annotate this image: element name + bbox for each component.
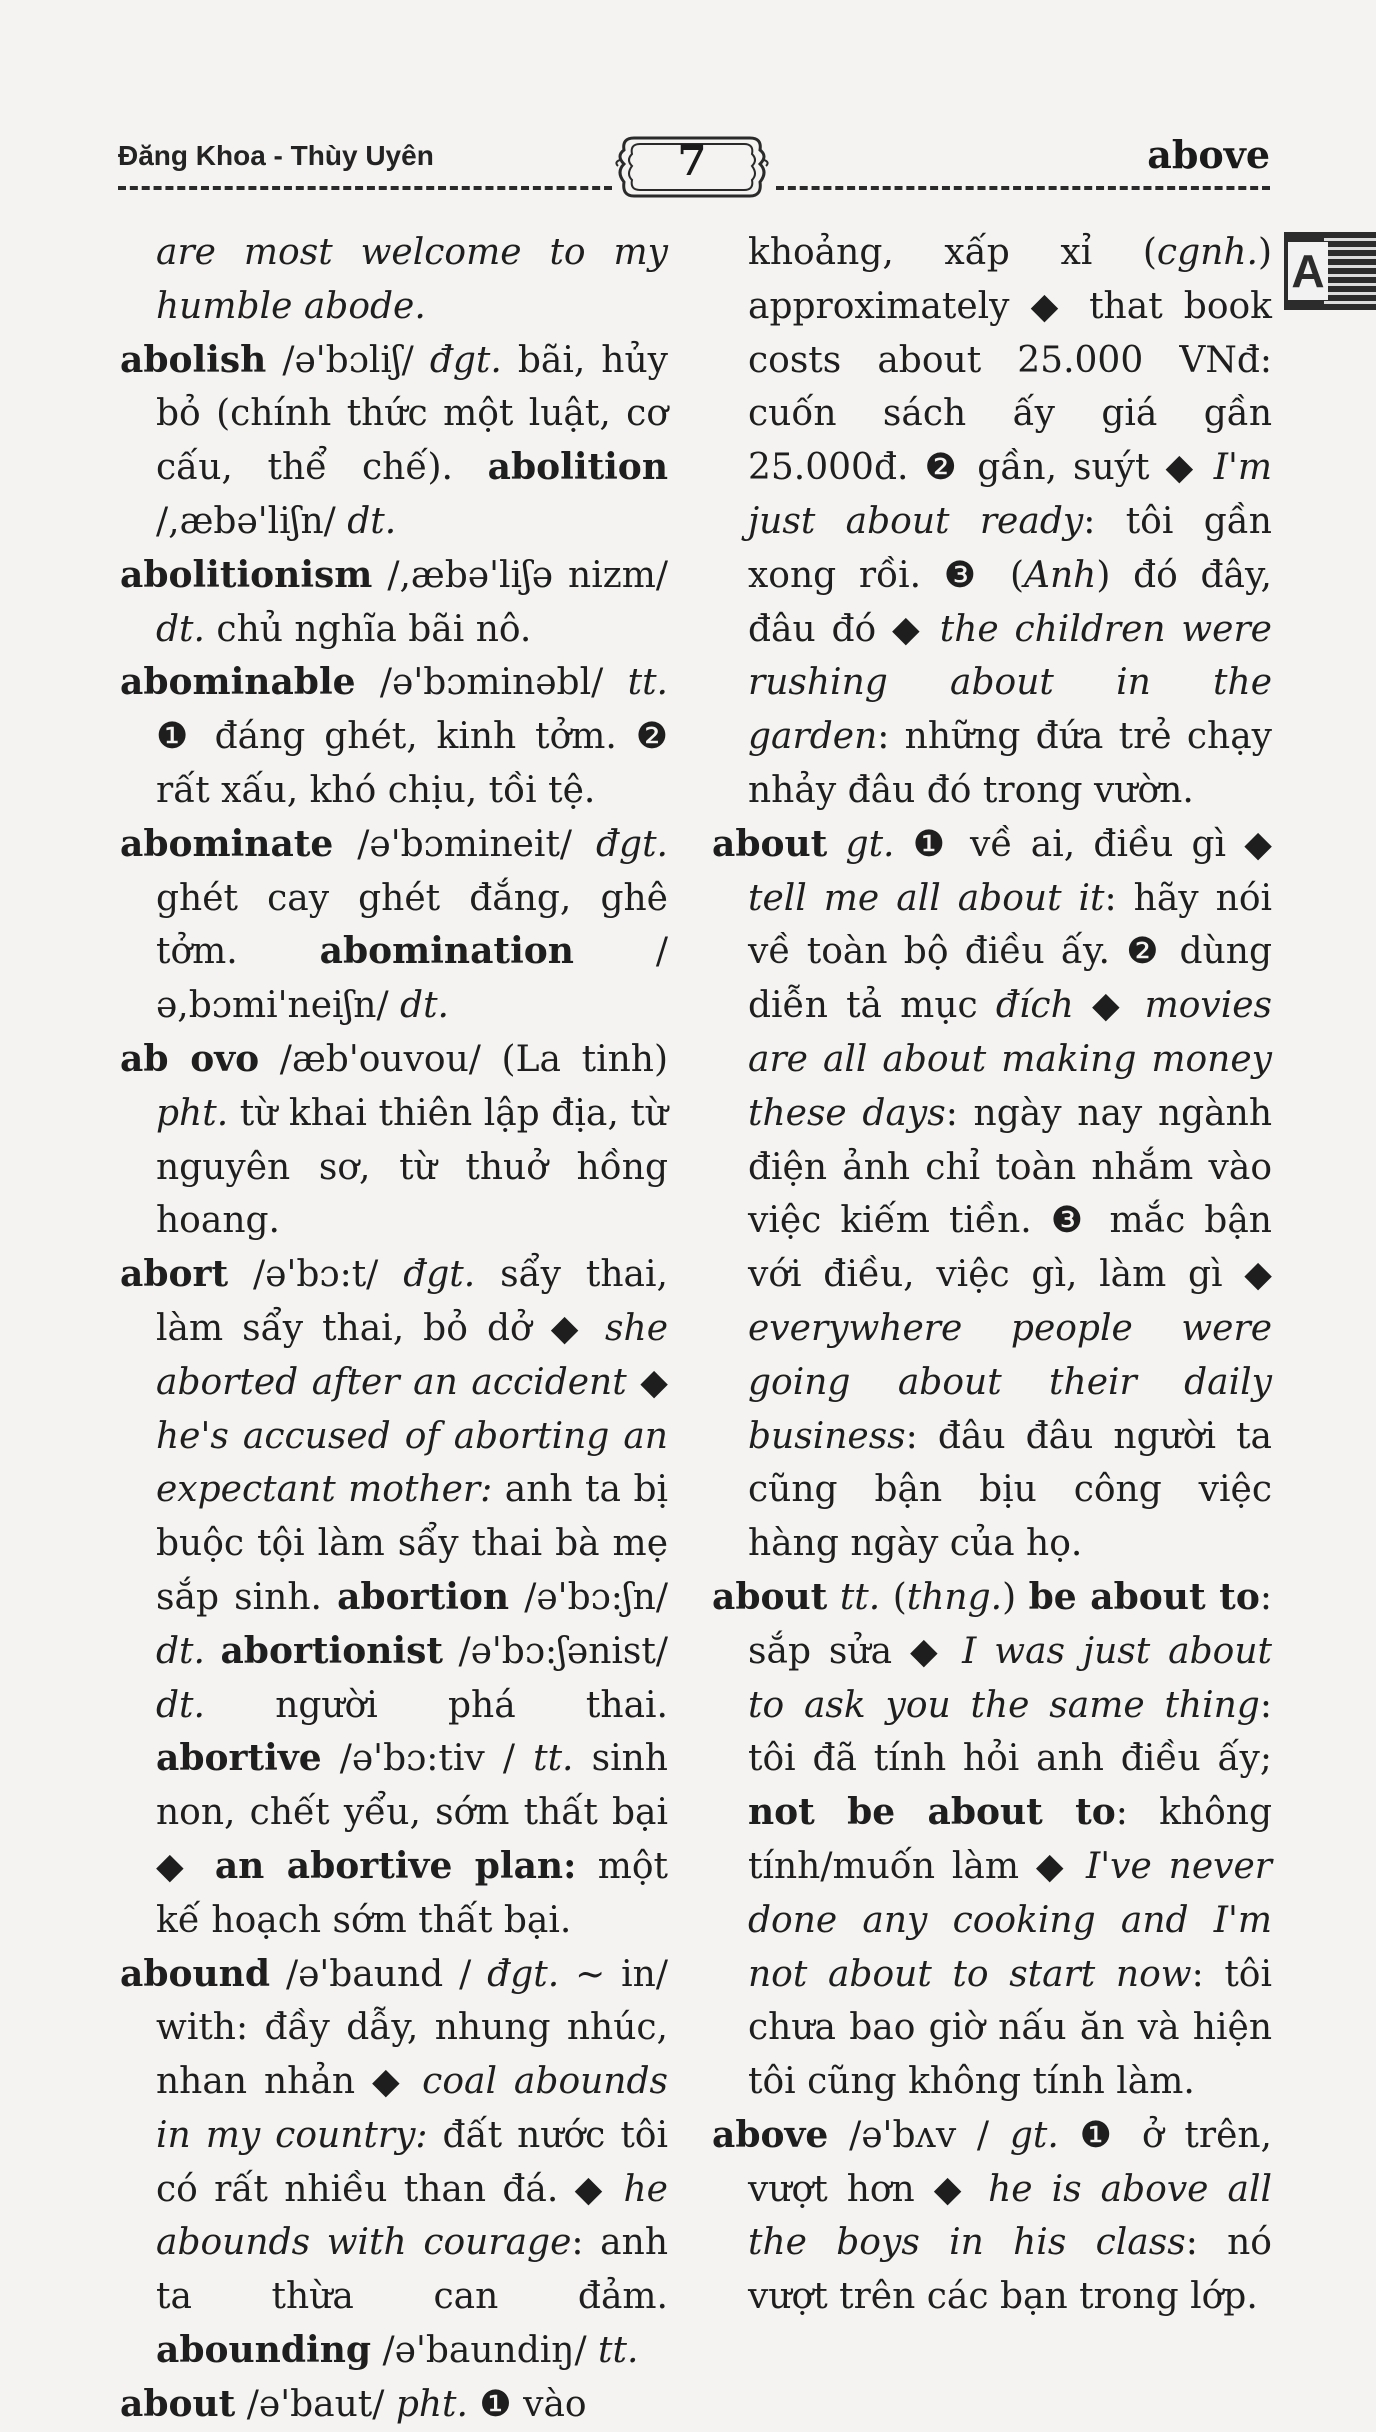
headword: abounding (156, 2329, 372, 2372)
headword: abolition (487, 446, 668, 489)
entry-abort (120, 1248, 668, 1947)
headword: abolitionism (120, 553, 373, 596)
definition-text: ~ in/ with: đầy dẫy, nhung nhúc, nhan nhản ◆ (156, 1953, 668, 2103)
example-text: đích (995, 985, 1074, 1027)
part-of-speech: đgt. (403, 1254, 476, 1296)
headword: about (120, 2382, 236, 2425)
entry-about-cont (712, 226, 1272, 818)
guide-word: above (1147, 132, 1270, 177)
headword: abortion (337, 1575, 510, 1618)
left-column (120, 226, 668, 2432)
example-text: she aborted after an accident (156, 1307, 668, 1403)
definition-text: ( (880, 1576, 907, 1618)
definition-text: : anh ta thừa can đảm. (156, 2222, 668, 2318)
header-rule-right (776, 186, 1270, 190)
headword: abortionist (220, 1629, 443, 1672)
definition-text: ghét cay ghét đắng, ghê tởm. (156, 877, 668, 973)
example-text: cgnh. (1156, 232, 1258, 273)
definition-text: : hãy nói về toàn bộ điều ấy. ❷ dùng diễn tả mục (748, 877, 1273, 1027)
part-of-speech: dt. (347, 500, 397, 542)
definition-text: bãi, hủy bỏ (chính thức một luật, cơ cấu, thể chế). (156, 339, 669, 489)
definition-text: : sắp sửa ◆ (748, 1576, 1272, 1672)
entry-abominate (120, 818, 668, 1033)
headword: abound (120, 1952, 271, 1995)
author-names: Đăng Khoa - Thùy Uyên (118, 140, 434, 171)
definition-text: ◆ (1073, 985, 1145, 1027)
page-number: 7 (677, 136, 707, 185)
definition-text: /ə'bɔ:ʃənist/ (443, 1630, 668, 1672)
example-text: everywhere people were going about their daily business (748, 1307, 1272, 1457)
headword: above (712, 2113, 829, 2156)
part-of-speech: gt. (845, 823, 895, 865)
definition-text: đất nước tôi có rất nhiều than đá. ◆ (156, 2114, 668, 2210)
definition-text: : ngày nay ngành điện ảnh chỉ toàn nhắm vào việc kiếm tiền. ❸ mắc bận với điều, việc gì, làm gì ◆ (748, 1092, 1273, 1296)
definition-text: ) đó đây, đâu đó ◆ (748, 554, 1272, 650)
part-of-speech: dt. (400, 985, 450, 1027)
definition-text: /ə'bɔmineit/ (333, 823, 596, 865)
entry-abominable (120, 656, 668, 817)
definition-text: /ə'bʌv / (828, 2114, 1010, 2156)
definition-text: /ə'bɔminəbl/ (355, 662, 628, 704)
definition-text: chủ nghĩa bãi nô. (204, 608, 532, 650)
part-of-speech: thng. (906, 1576, 1003, 1618)
headword: abortive (156, 1737, 322, 1780)
headword: abomination (319, 930, 574, 973)
definition-text: anh ta bị buộc tội làm sẩy thai bà mẹ sắp sinh. (156, 1469, 669, 1618)
definition-text (827, 1577, 840, 1618)
example-text: movies are all about making money these days (748, 985, 1273, 1134)
example-text: I'm just about ready (748, 447, 1272, 542)
definition-text: : những đứa trẻ chạy nhảy đâu đó trong vườn. (748, 716, 1272, 811)
definition-text (205, 1631, 220, 1672)
entry-about-2 (712, 818, 1272, 1571)
alphabet-thumb-tab (1284, 232, 1376, 310)
part-of-speech: tt. (627, 662, 668, 704)
part-of-speech: gt. (1009, 2114, 1059, 2156)
definition-text: : không tính/muốn làm ◆ (748, 1792, 1272, 1887)
headword: abort (120, 1253, 229, 1296)
headword: be about to (1028, 1575, 1260, 1618)
definition-text: /ə'baund / (270, 1953, 488, 1995)
example-text: the children were rushing about in the garden (748, 608, 1272, 758)
part-of-speech: đgt. (429, 339, 502, 381)
definition-text: /ə,bɔmi'neiʃn/ (156, 931, 668, 1027)
part-of-speech: đgt. (596, 823, 668, 865)
headword: abolish (120, 338, 267, 381)
part-of-speech: pht. (156, 1092, 229, 1134)
part-of-speech: đgt. (487, 1953, 560, 1995)
section-letter: A (1288, 242, 1328, 300)
example-text: he abounds with courage (156, 2168, 668, 2264)
example-text: are most welcome to my humble abode. (156, 232, 668, 327)
headword: not be about to (748, 1791, 1116, 1834)
definition-text: khoảng, xấp xỉ ( (748, 232, 1157, 273)
part-of-speech: dt. (156, 1630, 205, 1672)
definition-text: /,æbə'liʃn/ (156, 500, 348, 542)
definition-text: : tôi chưa bao giờ nấu ăn và hiện tôi cũng không tính làm. (748, 1953, 1272, 2103)
definition-text: : đâu đâu người ta cũng bận bịu công việc hàng ngày của họ. (748, 1415, 1272, 1565)
definition-text: sẩy thai, làm sẩy thai, bỏ dở ◆ (156, 1254, 668, 1349)
definition-text: /ə'bɔ:tiv / (321, 1738, 534, 1780)
definition-text: ) approximately ◆ that book costs about 25.000 VNđ: cuốn sách ấy giá gần 25.000đ. ❷ gần, suýt ◆ (748, 232, 1272, 489)
example-text: he is above all the boys in his class (748, 2168, 1272, 2264)
header-rule-left (118, 186, 612, 190)
entry-above (712, 2109, 1272, 2324)
definition-text: : tôi đã tính hỏi anh điều ấy; (748, 1684, 1272, 1780)
page-number-ornament (614, 126, 770, 208)
definition-text: /ə'bɔ:ʃn/ (509, 1576, 668, 1618)
definition-text: ❶ về ai, điều gì ◆ (894, 823, 1272, 865)
definition-text: ❶ đáng ghét, kinh tởm. ❷ rất xấu, khó chịu, tồi tệ. (156, 716, 668, 811)
headword: abominable (120, 661, 356, 704)
example-text: Anh (1023, 554, 1097, 596)
example-text: I've never done any cooking and I'm not about to start now (748, 1845, 1272, 1995)
part-of-speech: tt. (533, 1738, 574, 1780)
example-text: tell me all about it (748, 877, 1105, 919)
running-header (0, 120, 1376, 220)
definition-text: sinh non, chết yểu, sớm thất bại ◆ (156, 1738, 668, 1887)
entry-abound (120, 1948, 668, 2378)
part-of-speech: tt. (598, 2330, 639, 2372)
definition-text (827, 824, 845, 865)
definition-text: /æb'ouvou/ (La tinh) (259, 1038, 668, 1080)
definition-text: người phá thai. (204, 1684, 668, 1726)
part-of-speech: dt. (156, 1684, 205, 1726)
definition-text: ◆ (626, 1361, 668, 1403)
definition-text: : nó vượt trên các bạn trong lớp. (748, 2222, 1272, 2318)
definition-text: từ khai thiên lập địa, từ nguyên sơ, từ thuở hồng hoang. (156, 1092, 668, 1242)
definition-text: một kế hoạch sớm thất bại. (156, 1845, 668, 1941)
headword: about (712, 822, 828, 865)
definition-text: /ə'bɔliʃ/ (266, 339, 430, 381)
headword: about (712, 1575, 828, 1618)
definition-text: : tôi gần xong rồi. ❸ ( (748, 500, 1272, 596)
definition-text: /ə'bɔ:t/ (228, 1254, 404, 1296)
example-text: he's accused of aborting an expectant mother: (156, 1415, 668, 1511)
entry-ab-ovo (120, 1033, 668, 1248)
definition-text: ❶ ở trên, vượt hơn ◆ (748, 2114, 1273, 2210)
thumb-tab-stripes (1324, 232, 1376, 310)
definition-text: ) (1002, 1576, 1029, 1618)
definition-text: /ə'baundiŋ/ (371, 2330, 599, 2372)
example-text: coal abounds in my country: (156, 2061, 669, 2156)
example-text: I was just about to ask you the same thing (748, 1630, 1272, 1726)
definition-text: ❶ vào (467, 2383, 587, 2425)
headword: an abortive plan: (214, 1844, 577, 1887)
definition-text: /,æbə'liʃə nizm/ (372, 554, 668, 596)
headword: ab ovo (120, 1037, 260, 1080)
right-column (712, 226, 1272, 2324)
part-of-speech: pht. (395, 2383, 468, 2425)
headword: abominate (120, 822, 334, 865)
entry-abolitionism (120, 549, 668, 657)
entry-cont (120, 226, 668, 334)
part-of-speech: tt. (839, 1576, 881, 1618)
definition-text: /ə'baut/ (235, 2383, 396, 2425)
entry-about-3 (712, 1571, 1272, 2109)
part-of-speech: dt. (156, 608, 205, 650)
entry-abolish (120, 334, 668, 549)
